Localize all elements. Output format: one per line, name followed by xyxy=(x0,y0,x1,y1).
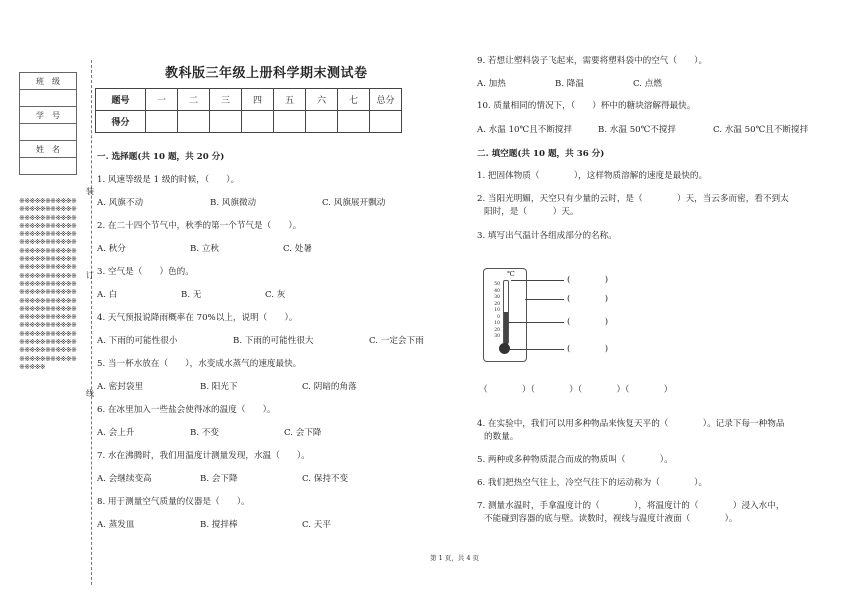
score-row-label: 得分 xyxy=(96,111,146,133)
question-2: 2. 在二十四个节气中，秋季的第一个节气是（ ）。 xyxy=(97,221,302,231)
q9-option-c[interactable]: C. 点燃 xyxy=(633,79,662,89)
fill-6: 6. 我们把热空气往上，冷空气往下的运动称为（ ）。 xyxy=(477,478,708,488)
fill-5: 5. 两种或多种物质混合而成的物质叫（ ）。 xyxy=(477,455,673,465)
q10-option-b[interactable]: B. 水温 50℃不搅拌 xyxy=(598,125,677,135)
section1-heading: 一. 选择题(共 10 题，共 20 分) xyxy=(97,152,225,162)
info-number-field[interactable] xyxy=(20,124,77,141)
thermometer-unit: ℃ xyxy=(507,270,515,278)
fill-7-line2: 不能碰到容器的底与壁。读数时，视线与温度计液面（ ）。 xyxy=(484,514,738,524)
binding-char-xian: 线 xyxy=(86,389,94,398)
page-title: 教科版三年级上册科学期末测试卷 xyxy=(165,66,368,81)
score-header-cell: 二 xyxy=(178,89,210,111)
question-6: 6. 在冰里加入一些盐会使得冰的温度（ ）。 xyxy=(97,405,276,415)
q10-option-c[interactable]: C. 水温 50℃且不断搅拌 xyxy=(713,125,809,135)
thermometer-bulb xyxy=(499,343,510,354)
therm-blank-4[interactable]: ( ) xyxy=(567,344,609,354)
leader-line-frame xyxy=(525,299,564,300)
score-table-header-row xyxy=(96,89,402,111)
score-header-cell: 一 xyxy=(146,89,178,111)
therm-blank-3[interactable]: ( ) xyxy=(567,317,609,327)
q2-option-c[interactable]: C. 处暑 xyxy=(283,244,312,254)
score-table xyxy=(95,88,402,133)
score-header-cell: 三 xyxy=(210,89,242,111)
q10-option-a[interactable]: A. 水温 10℃且不断搅拌 xyxy=(477,125,573,135)
q2-option-b[interactable]: B. 立秋 xyxy=(190,244,219,254)
q4-option-c[interactable]: C. 一定会下雨 xyxy=(369,336,424,346)
q5-option-b[interactable]: B. 阳光下 xyxy=(200,382,238,392)
leader-line-bulb xyxy=(510,349,564,350)
score-cell[interactable] xyxy=(306,111,338,133)
q3-option-c[interactable]: C. 灰 xyxy=(265,290,286,300)
binding-stars: ※※※※※※※※※※※※※※※※※※※※※※※※※※※※※※※※※※※※※※※※※※※※※※※※※※※※※※※※※※※※※※※※※※※※※※※※※※※※※※※※※※※※※※※※※※※※※※※※※※※※※※※※※※※※※※※※※※※※※※※※※※※※※※※※※※※※※※※※※※※※※※※※※※※※※※※※※※※※※※※※※※※※※※※※※※※※※※※※※※※※※※※※※※※※※※※※※※※※※※※※※※※※※※※※※※※※※※※※※※※※※※※※※ xyxy=(19,197,77,371)
score-cell[interactable] xyxy=(370,111,402,133)
fill-3: 3. 填写出气温计各组成部分的名称。 xyxy=(477,231,617,241)
score-header-cell: 题号 xyxy=(96,89,146,111)
fill-4-line2: 的数量。 xyxy=(484,432,519,442)
therm-bottom-blanks[interactable]: （ ）（ ）（ ）（ ） xyxy=(479,385,673,395)
q6-option-a[interactable]: A. 会上升 xyxy=(97,428,135,438)
student-info-box xyxy=(19,72,77,175)
info-number-label: 学 号 xyxy=(20,107,77,124)
q4-option-b[interactable]: B. 下雨的可能性很大 xyxy=(233,336,314,346)
score-cell[interactable] xyxy=(274,111,306,133)
question-8: 8. 用于测量空气质量的仪器是（ ）。 xyxy=(97,497,250,507)
fill-4-line1: 4. 在实验中，我们可以用多种物品来恢复天平的（ ）。记录下每一种物品 xyxy=(477,419,785,429)
q6-option-b[interactable]: B. 不变 xyxy=(190,428,219,438)
question-4: 4. 天气预报说降雨概率在 70%以上，说明（ ）。 xyxy=(97,313,298,323)
score-cell[interactable] xyxy=(146,111,178,133)
question-1: 1. 风速等级是 1 级的时候，（ ）。 xyxy=(97,175,240,185)
info-class-label: 班 级 xyxy=(20,73,77,90)
score-header-cell: 总分 xyxy=(370,89,402,111)
q3-option-b[interactable]: B. 无 xyxy=(181,290,202,300)
thermometer-liquid xyxy=(504,312,508,346)
info-name-label: 姓 名 xyxy=(20,141,77,158)
q7-option-a[interactable]: A. 会继续变高 xyxy=(97,474,152,484)
binding-char-zhuang: 装 xyxy=(86,187,94,196)
fill-1: 1. 把固体物质（ ），这样物质溶解的速度是最快的。 xyxy=(477,171,708,181)
score-cell[interactable] xyxy=(338,111,370,133)
score-cell[interactable] xyxy=(242,111,274,133)
question-3: 3. 空气是（ ）色的。 xyxy=(97,267,194,277)
fill-2-line1: 2. 当阳光明媚，天空只有少量的云时，是（ ）天，当云多而密，看不到太 xyxy=(477,194,789,204)
thermometer-scale: 50 40 30 20 10 0 10 20 30 xyxy=(494,282,500,339)
question-5: 5. 当一杯水放在（ ），水变成水蒸气的速度最快。 xyxy=(97,359,302,369)
q4-option-a[interactable]: A. 下雨的可能性很小 xyxy=(97,336,178,346)
score-header-cell: 七 xyxy=(338,89,370,111)
q1-option-a[interactable]: A. 风旗不动 xyxy=(97,198,144,208)
q9-option-a[interactable]: A. 加热 xyxy=(477,79,506,89)
q7-option-c[interactable]: C. 保持不变 xyxy=(302,474,349,484)
q3-option-a[interactable]: A. 白 xyxy=(97,290,118,300)
therm-blank-1[interactable]: ( ) xyxy=(567,275,609,285)
q7-option-b[interactable]: B. 会下降 xyxy=(200,474,238,484)
score-cell[interactable] xyxy=(210,111,242,133)
binding-dashed-line xyxy=(91,60,92,585)
q5-option-a[interactable]: A. 密封袋里 xyxy=(97,382,144,392)
q1-option-c[interactable]: C. 风旗展开飘动 xyxy=(322,198,386,208)
info-name-field[interactable] xyxy=(20,158,77,175)
section2-heading: 二. 填空题(共 10 题，共 36 分) xyxy=(477,149,605,159)
leader-line-unit xyxy=(511,280,564,281)
question-9: 9. 若想让塑料袋子飞起来，需要将塑料袋中的空气（ ）。 xyxy=(477,56,708,66)
q2-option-a[interactable]: A. 秋分 xyxy=(97,244,126,254)
score-header-cell: 六 xyxy=(306,89,338,111)
info-class-field[interactable] xyxy=(20,90,77,107)
q8-option-a[interactable]: A. 蒸发皿 xyxy=(97,520,135,530)
question-7: 7. 水在沸腾时，我们用温度计测量发现，水温（ ）。 xyxy=(97,451,310,461)
fill-2-line2: 阳时，是（ ）天。 xyxy=(484,207,579,217)
score-table-score-row xyxy=(96,111,402,133)
q5-option-c[interactable]: C. 阴暗的角落 xyxy=(302,382,357,392)
page-footer: 第 1 页，共 4 页 xyxy=(430,554,480,562)
score-header-cell: 四 xyxy=(242,89,274,111)
therm-blank-2[interactable]: ( ) xyxy=(567,294,609,304)
binding-char-ding: 订 xyxy=(86,271,94,280)
leader-line-tube xyxy=(508,322,564,323)
score-header-cell: 五 xyxy=(274,89,306,111)
score-cell[interactable] xyxy=(178,111,210,133)
q9-option-b[interactable]: B. 降温 xyxy=(555,79,584,89)
q1-option-b[interactable]: B. 风旗微动 xyxy=(210,198,257,208)
fill-7-line1: 7. 测量水温时，手拿温度计的（ ），将温度计的（ ）浸入水中， xyxy=(477,501,785,511)
q8-option-c[interactable]: C. 天平 xyxy=(302,520,331,530)
q6-option-c[interactable]: C. 会下降 xyxy=(284,428,322,438)
q8-option-b[interactable]: B. 搅拌棒 xyxy=(200,520,238,530)
question-10: 10. 质量相同的情况下，（ ）杯中的糖块溶解得最快。 xyxy=(477,101,696,111)
